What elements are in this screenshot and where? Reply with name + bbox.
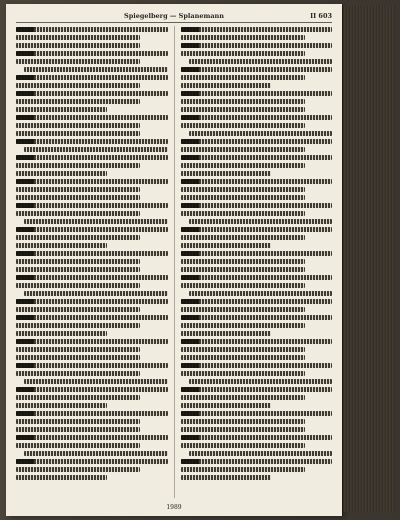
text-line xyxy=(181,371,305,376)
text-line xyxy=(16,251,168,256)
text-line xyxy=(181,299,333,304)
text-line xyxy=(189,131,333,136)
text-line xyxy=(189,379,333,384)
column-left xyxy=(16,26,168,498)
text-line xyxy=(181,51,305,56)
text-line xyxy=(181,99,305,104)
text-line xyxy=(181,43,333,48)
text-line xyxy=(16,275,168,280)
text-line xyxy=(181,323,305,328)
text-line xyxy=(181,83,272,88)
text-line xyxy=(181,419,305,424)
text-line xyxy=(181,211,305,216)
text-line xyxy=(181,467,305,472)
text-line xyxy=(16,459,168,464)
text-line xyxy=(24,379,168,384)
text-line xyxy=(181,195,305,200)
text-line xyxy=(16,171,107,176)
text-line xyxy=(16,211,140,216)
text-line xyxy=(181,403,272,408)
text-line xyxy=(16,227,168,232)
text-line xyxy=(16,259,140,264)
text-line xyxy=(16,187,140,192)
text-line xyxy=(181,387,333,392)
text-line xyxy=(181,123,305,128)
text-line xyxy=(181,67,333,72)
text-line xyxy=(181,179,333,184)
text-line xyxy=(189,219,333,224)
text-line xyxy=(16,427,140,432)
text-line xyxy=(189,451,333,456)
text-line xyxy=(16,371,140,376)
text-line xyxy=(16,363,168,368)
text-line xyxy=(16,411,168,416)
text-line xyxy=(181,307,305,312)
text-line xyxy=(24,147,168,152)
text-line xyxy=(16,179,168,184)
text-line xyxy=(16,123,140,128)
text-line xyxy=(181,315,333,320)
book-page-edges xyxy=(342,6,395,512)
page-number: 1989 xyxy=(166,504,182,511)
text-line xyxy=(16,83,140,88)
text-line xyxy=(181,395,305,400)
text-line xyxy=(16,267,140,272)
text-line xyxy=(16,339,168,344)
text-line xyxy=(16,107,107,112)
text-line xyxy=(181,275,333,280)
text-line xyxy=(181,251,333,256)
text-line xyxy=(181,139,333,144)
text-line xyxy=(16,91,168,96)
text-line xyxy=(16,195,140,200)
text-line xyxy=(16,347,140,352)
text-line xyxy=(181,203,333,208)
text-line xyxy=(181,187,305,192)
text-line xyxy=(16,203,168,208)
text-line xyxy=(16,131,140,136)
text-line xyxy=(16,435,168,440)
text-line xyxy=(181,459,333,464)
text-line xyxy=(181,75,305,80)
text-line xyxy=(16,331,107,336)
text-line xyxy=(181,355,305,360)
text-columns xyxy=(16,26,332,498)
text-line xyxy=(16,467,140,472)
column-divider xyxy=(174,26,175,498)
text-line xyxy=(16,139,168,144)
text-line xyxy=(181,163,305,168)
text-line xyxy=(16,163,140,168)
text-line xyxy=(181,171,272,176)
text-line xyxy=(16,419,140,424)
text-line xyxy=(16,475,107,480)
document-page xyxy=(6,4,342,516)
text-line xyxy=(24,67,168,72)
header-rule xyxy=(16,22,332,23)
text-line xyxy=(16,27,168,32)
text-line xyxy=(181,411,333,416)
text-line xyxy=(181,243,272,248)
text-line xyxy=(16,315,168,320)
text-line xyxy=(181,35,305,40)
text-line xyxy=(181,115,333,120)
text-line xyxy=(181,283,305,288)
column-right xyxy=(181,26,333,498)
text-line xyxy=(181,363,333,368)
text-line xyxy=(189,291,333,296)
text-line xyxy=(181,235,305,240)
text-line xyxy=(181,227,333,232)
text-line xyxy=(16,235,140,240)
page-section-number: II 603 xyxy=(310,12,332,20)
text-line xyxy=(16,283,140,288)
text-line xyxy=(181,435,333,440)
text-line xyxy=(16,323,140,328)
text-line xyxy=(16,243,107,248)
text-line xyxy=(16,403,107,408)
text-line xyxy=(16,299,168,304)
text-line xyxy=(181,91,333,96)
text-line xyxy=(16,43,140,48)
running-head: Spiegelberg — Splanemann xyxy=(124,12,224,20)
text-line xyxy=(16,155,168,160)
text-line xyxy=(181,427,305,432)
text-line xyxy=(181,475,272,480)
page-header xyxy=(16,10,332,22)
page-footer xyxy=(6,504,342,511)
text-line xyxy=(181,331,272,336)
text-line xyxy=(181,259,305,264)
text-line xyxy=(16,99,140,104)
text-line xyxy=(181,27,333,32)
text-line xyxy=(16,115,168,120)
text-line xyxy=(16,307,140,312)
text-line xyxy=(16,75,168,80)
text-line xyxy=(16,395,140,400)
text-line xyxy=(16,443,140,448)
text-line xyxy=(16,355,140,360)
text-line xyxy=(181,155,333,160)
text-line xyxy=(24,451,168,456)
text-line xyxy=(16,35,140,40)
text-line xyxy=(181,443,305,448)
text-line xyxy=(16,387,168,392)
text-line xyxy=(16,51,168,56)
text-line xyxy=(181,267,305,272)
text-line xyxy=(181,107,305,112)
text-line xyxy=(189,59,333,64)
text-line xyxy=(181,339,333,344)
text-line xyxy=(24,219,168,224)
text-line xyxy=(16,59,140,64)
text-line xyxy=(181,347,305,352)
text-line xyxy=(24,291,168,296)
text-line xyxy=(181,147,305,152)
